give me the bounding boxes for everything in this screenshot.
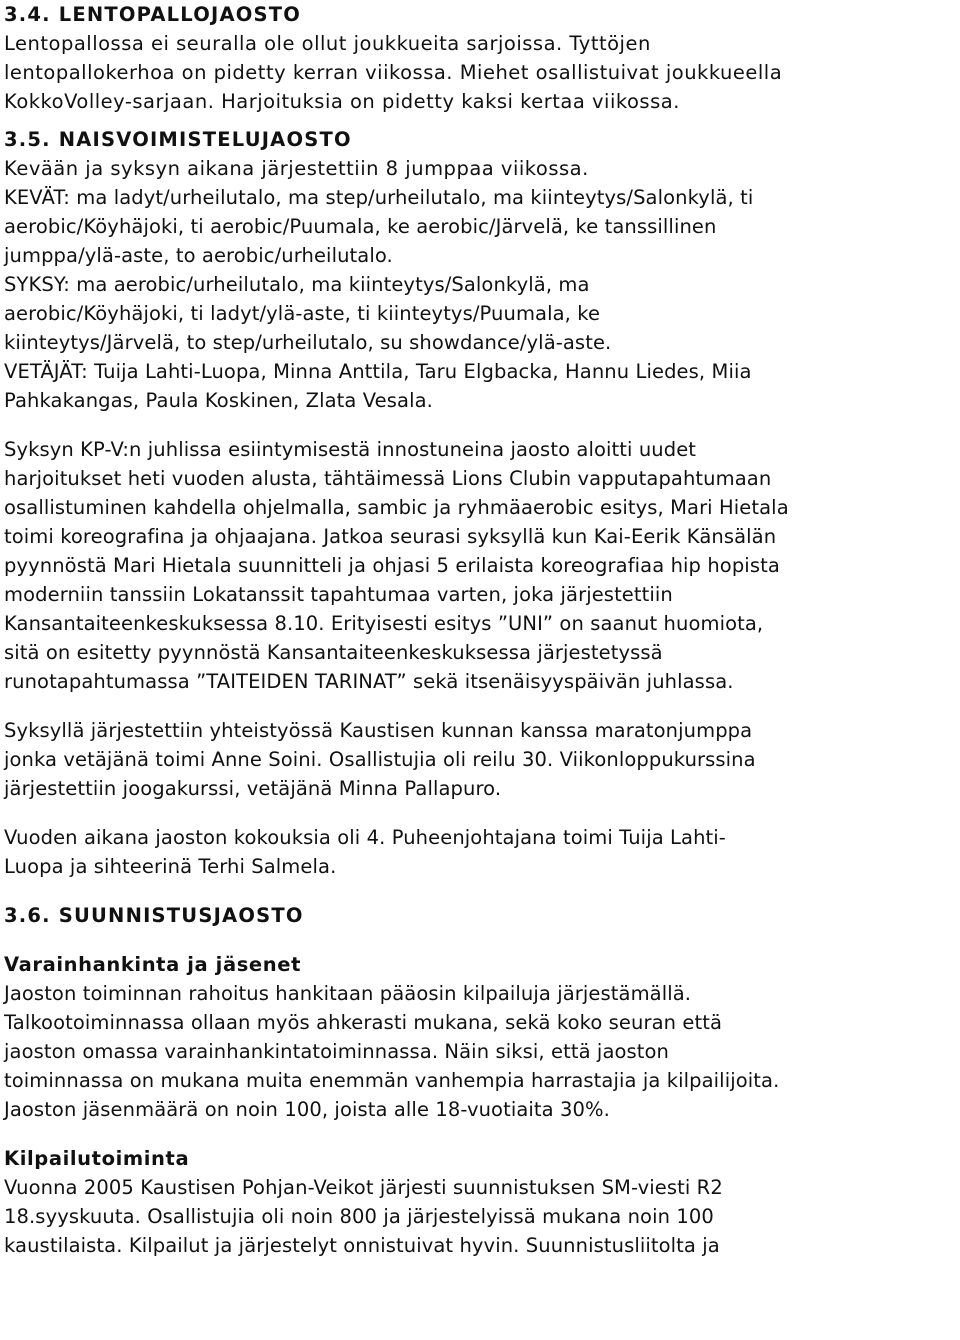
body-line: moderniin tanssiin Lokatanssit tapahtumaa varten, joka järjestettiin — [4, 583, 673, 606]
body-line: runotapahtumassa ”TAITEIDEN TARINAT” sekä itsenäisyyspäivän juhlassa. — [4, 670, 734, 693]
body-line: Kansantaiteenkeskuksessa 8.10. Erityisesti esitys ”UNI” on saanut huomiota, — [4, 612, 764, 635]
body-line: harjoitukset heti vuoden alusta, tähtäimessä Lions Clubin vapputapahtumaan — [4, 467, 772, 490]
body-line: Vuonna 2005 Kaustisen Pohjan-Veikot järjesti suunnistuksen SM-viesti R2 — [4, 1176, 723, 1199]
spacer — [4, 803, 954, 823]
subheading-varainhankinta: Varainhankinta ja jäsenet — [4, 953, 301, 976]
body-line: Jaoston jäsenmäärä on noin 100, joista alle 18-vuotiaita 30%. — [4, 1098, 610, 1121]
body-line: sitä on esitetty pyynnöstä Kansantaiteenkeskuksessa järjestetyssä — [4, 641, 663, 664]
schedule-spring-line: KEVÄT: ma ladyt/urheilutalo, ma step/urheilutalo, ma kiinteytys/Salonkylä, ti — [4, 186, 754, 209]
body-line: Luopa ja sihteerinä Terhi Salmela. — [4, 855, 337, 878]
body-line: kaustilaista. Kilpailut ja järjestelyt onnistuivat hyvin. Suunnistusliitolta ja — [4, 1234, 720, 1257]
spacer — [4, 116, 954, 125]
section-heading-suunnistusjaosto: 3.6. SUUNNISTUSJAOSTO — [4, 904, 304, 927]
spacer — [4, 881, 954, 901]
schedule-autumn-line: kiinteytys/Järvelä, to step/urheilutalo, su showdance/ylä-aste. — [4, 331, 612, 354]
body-line: KokkoVolley-sarjaan. Harjoituksia on pidetty kaksi kertaa viikossa. — [4, 90, 680, 113]
spacer — [4, 1124, 954, 1144]
schedule-spring-line: aerobic/Köyhäjoki, ti aerobic/Puumala, ke aerobic/Järvelä, ke tanssillinen — [4, 215, 717, 238]
spacer — [4, 696, 954, 716]
body-line: Lentopallossa ei seuralla ole ollut joukkueita sarjoissa. Tyttöjen — [4, 32, 651, 55]
document-page — [4, 0, 954, 1260]
body-line: Vuoden aikana jaoston kokouksia oli 4. Puheenjohtajana toimi Tuija Lahti- — [4, 826, 726, 849]
body-line: Talkootoiminnassa ollaan myös ahkerasti mukana, sekä koko seuran että — [4, 1011, 723, 1034]
leaders-line: Pahkakangas, Paula Koskinen, Zlata Vesala. — [4, 389, 433, 412]
subheading-kilpailutoiminta: Kilpailutoiminta — [4, 1147, 190, 1170]
body-line: osallistuminen kahdella ohjelmalla, sambic ja ryhmäaerobic esitys, Mari Hietala — [4, 496, 789, 519]
body-line: toiminnassa on mukana muita enemmän vanhempia harrastajia ja kilpailijoita. — [4, 1069, 780, 1092]
body-line: Syksyllä järjestettiin yhteistyössä Kaustisen kunnan kanssa maratonjumppa — [4, 719, 753, 742]
spacer — [4, 415, 954, 435]
body-line: Syksyn KP-V:n juhlissa esiintymisestä innostuneina jaosto aloitti uudet — [4, 438, 697, 461]
body-line: 18.syyskuuta. Osallistujia oli noin 800 ja järjestelyissä mukana noin 100 — [4, 1205, 714, 1228]
section-heading-naisvoimistelujaosto: 3.5. NAISVOIMISTELUJAOSTO — [4, 128, 352, 151]
body-line: järjestettiin joogakurssi, vetäjänä Minna Pallapuro. — [4, 777, 502, 800]
leaders-line: VETÄJÄT: Tuija Lahti-Luopa, Minna Anttila, Taru Elgbacka, Hannu Liedes, Miia — [4, 360, 752, 383]
schedule-spring-line: jumppa/ylä-aste, to aerobic/urheilutalo. — [4, 244, 393, 267]
schedule-autumn-line: SYKSY: ma aerobic/urheilutalo, ma kiinteytys/Salonkylä, ma — [4, 273, 590, 296]
body-line: lentopallokerhoa on pidetty kerran viikossa. Miehet osallistuivat joukkueella — [4, 61, 783, 84]
body-line: Jaoston toiminnan rahoitus hankitaan pääosin kilpailuja järjestämällä. — [4, 982, 692, 1005]
body-line: Kevään ja syksyn aikana järjestettiin 8 jumppaa viikossa. — [4, 157, 589, 180]
body-line: jonka vetäjänä toimi Anne Soini. Osallistujia oli reilu 30. Viikonloppukurssina — [4, 748, 756, 771]
schedule-autumn-line: aerobic/Köyhäjoki, ti ladyt/ylä-aste, ti kiinteytys/Puumala, ke — [4, 302, 601, 325]
body-line: jaoston omassa varainhankintatoiminnassa. Näin siksi, että jaoston — [4, 1040, 670, 1063]
body-line: pyynnöstä Mari Hietala suunnitteli ja ohjasi 5 erilaista koreografiaa hip hopista — [4, 554, 780, 577]
spacer — [4, 930, 954, 950]
body-line: toimi koreografina ja ohjaajana. Jatkoa seurasi syksyllä kun Kai-Eerik Känsälän — [4, 525, 777, 548]
section-heading-lentopallojaosto: 3.4. LENTOPALLOJAOSTO — [4, 3, 302, 26]
